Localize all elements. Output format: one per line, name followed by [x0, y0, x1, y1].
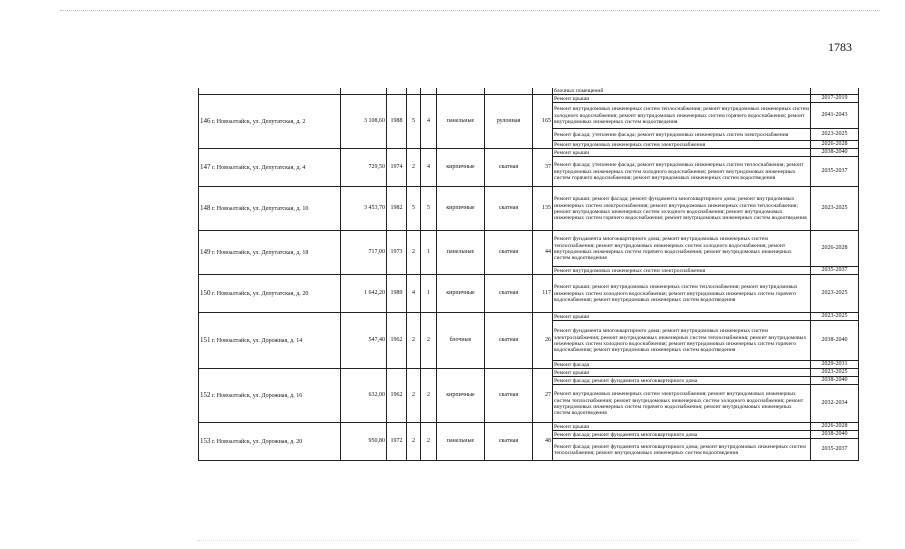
- address-text: г. Новоалтайск, ул. Дорожная, д. 14: [212, 337, 303, 344]
- work-cell: Ремонт фундамента многоквартирного дома; ремонт внутридомовых инженерных систем теплоснабжения; ремонт внутридомовых инженерных систем холодного водоснабжения; ремонт внутридомовых инженерных систем горячего водоснабжения; ремонт внутридомовых инженерных систем водоотведения: [553, 231, 811, 267]
- period-cell: 2023-2025: [811, 129, 859, 141]
- apartments-cell: 165: [533, 95, 553, 149]
- table-row: [199, 231, 859, 267]
- year-built-cell: 1989: [387, 275, 407, 313]
- floors-cell: 2: [407, 313, 421, 369]
- wall-material-cell: панельные: [437, 423, 485, 461]
- floors-cell: 5: [407, 95, 421, 149]
- period-cell: 2023-2025: [811, 369, 859, 377]
- address-text: г. Новоалтайск, ул. Депутатская, д. 2: [212, 118, 306, 125]
- apartments-cell: 37: [533, 149, 553, 187]
- area-cell: 729,50: [341, 149, 387, 187]
- address-cell: [199, 369, 341, 423]
- wall-material-cell: кирпичные: [437, 275, 485, 313]
- roof-type-cell: скатная: [485, 187, 533, 231]
- row-number: 148: [200, 203, 211, 212]
- year-built-cell: 1972: [387, 423, 407, 461]
- address-cell: [199, 149, 341, 187]
- work-cell: Ремонт крыши: [553, 423, 811, 431]
- work-cell: Ремонт крыши; ремонт фасада; ремонт фундамента многоквартирного дома; ремонт внутридомовых инженерных систем электроснабжения; ремонт внутридомовых инженерных систем теплоснабжения; ремонт внутридомовых инженерных систем холодного водоснабжения; ремонт внутридомовых инженерных систем горячего водоснабжения; ремонт внутридомовых инженерных систем водоотведения: [553, 187, 811, 231]
- wall-material-cell: кирпичные: [437, 149, 485, 187]
- area-cell: 1 642,20: [341, 275, 387, 313]
- work-cell: Ремонт крыши: [553, 313, 811, 321]
- apartments-cell: 48: [533, 423, 553, 461]
- address-text: г. Новоалтайск, ул. Депутатская, д. 20: [212, 290, 309, 297]
- address-cell: [199, 423, 341, 461]
- housing-repair-table: [198, 88, 859, 461]
- work-cell: Ремонт внутридомовых инженерных систем электроснабжения: [553, 141, 811, 149]
- row-number: 152: [200, 390, 211, 399]
- address-text: г. Новоалтайск, ул. Дорожная, д. 16: [212, 392, 303, 399]
- address-cell: [199, 187, 341, 231]
- area-cell: 950,80: [341, 423, 387, 461]
- period-cell: 2041-2043: [811, 103, 859, 129]
- period-cell: 2026-2028: [811, 231, 859, 267]
- row-number: 146: [200, 116, 211, 125]
- floors-cell: 2: [407, 149, 421, 187]
- entrances-cell: 1: [421, 231, 437, 275]
- table-row: [199, 313, 859, 321]
- row-number: 150: [200, 288, 211, 297]
- floors-cell: 4: [407, 275, 421, 313]
- floors-cell: 2: [407, 369, 421, 423]
- wall-material-cell: кирпичные: [437, 369, 485, 423]
- entrances-cell: 4: [421, 95, 437, 149]
- entrances-cell: 4: [421, 149, 437, 187]
- year-built-cell: 1962: [387, 369, 407, 423]
- floors-cell: 2: [407, 423, 421, 461]
- roof-type-cell: скатная: [485, 231, 533, 275]
- year-built-cell: 1962: [387, 313, 407, 369]
- work-cell: Ремонт крыши: [553, 369, 811, 377]
- work-cell: Ремонт фасада; ремонт фундамента многоквартирного дома: [553, 377, 811, 385]
- period-cell: 2038-2040: [811, 321, 859, 361]
- period-cell: 2026-2028: [811, 141, 859, 149]
- work-cell: Ремонт внутридомовых инженерных систем электроснабжения; ремонт внутридомовых инженерных систем теплоснабжения; ремонт внутридомовых инженерных систем холодного водоснабжения; ремонт внутридомовых инженерных систем горячего водоснабжения; ремонт внутридомовых инженерных систем водоотведения: [553, 385, 811, 423]
- apartments-cell: 117: [533, 275, 553, 313]
- area-cell: 3 453,70: [341, 187, 387, 231]
- entrances-cell: 2: [421, 313, 437, 369]
- scan-bottom-line: [198, 540, 858, 541]
- work-cell: Ремонт крыши; ремонт внутридомовых инженерных систем теплоснабжения; ремонт внутридомовых инженерных систем холодного водоснабжения; ремонт внутридомовых инженерных систем горячего водоснабжения; ремонт внутридомовых инженерных систем водоотведения: [553, 275, 811, 313]
- apartments-cell: 44: [533, 231, 553, 275]
- carry-over-row: [199, 88, 859, 95]
- row-number: 147: [200, 162, 211, 171]
- apartments-cell: 135: [533, 187, 553, 231]
- work-cell: Ремонт фундамента многоквартирного дома; ремонт внутридомовых инженерных систем электроснабжения; ремонт внутридомовых инженерных систем теплоснабжения; ремонт внутридомовых инженерных систем холодного водоснабжения; ремонт внутридомовых инженерных систем горячего водоснабжения; ремонт внутридомовых инженерных систем водоотведения: [553, 321, 811, 361]
- area-cell: 547,40: [341, 313, 387, 369]
- wall-material-cell: панельные: [437, 95, 485, 149]
- scan-edge-line: [60, 10, 880, 11]
- address-text: г. Новоалтайск, ул. Депутатская, д. 4: [212, 164, 306, 171]
- floors-cell: 5: [407, 187, 421, 231]
- area-cell: 3 108,60: [341, 95, 387, 149]
- period-cell: 2035-2037: [811, 157, 859, 187]
- work-cell: Ремонт крыши: [553, 95, 811, 103]
- wall-material-cell: кирпичные: [437, 187, 485, 231]
- row-number: 151: [200, 335, 211, 344]
- apartments-cell: 26: [533, 313, 553, 369]
- roof-type-cell: скатная: [485, 149, 533, 187]
- work-cell: Ремонт фасада; утепление фасада; ремонт внутридомовых инженерных систем электроснабжения: [553, 129, 811, 141]
- entrances-cell: 5: [421, 187, 437, 231]
- roof-type-cell: рулонная: [485, 95, 533, 149]
- work-cell: Ремонт внутридомовых инженерных систем электроснабжения: [553, 267, 811, 275]
- work-cell: Ремонт фасада: [553, 361, 811, 369]
- year-built-cell: 1988: [387, 95, 407, 149]
- area-cell: 717,00: [341, 231, 387, 275]
- wall-material-cell: блочные: [437, 313, 485, 369]
- year-built-cell: 1982: [387, 187, 407, 231]
- address-text: г. Новоалтайск, ул. Дорожная, д. 20: [212, 438, 303, 445]
- period-cell: 2038-2040: [811, 149, 859, 157]
- roof-type-cell: скатная: [485, 369, 533, 423]
- roof-type-cell: скатная: [485, 275, 533, 313]
- address-cell: [199, 231, 341, 275]
- work-cell: Ремонт фасада; ремонт фундамента многоквартирного дома: [553, 431, 811, 439]
- work-cell: Ремонт крыши: [553, 149, 811, 157]
- year-built-cell: 1974: [387, 149, 407, 187]
- period-cell: 2032-2034: [811, 385, 859, 423]
- period-cell: 2035-2037: [811, 267, 859, 275]
- row-number: 149: [200, 247, 211, 256]
- work-cell: Ремонт фасада; ремонт фундамента многоквартирного дома; ремонт внутридомовых инженерных систем теплоснабжения; ремонт внутридомовых инженерных систем водоотведения: [553, 439, 811, 461]
- table-row: [199, 423, 859, 431]
- page-number: 1783: [828, 40, 852, 54]
- table-row: [199, 275, 859, 313]
- address-cell: [199, 275, 341, 313]
- work-cell: Ремонт фасада; утепление фасада; ремонт внутридомовых инженерных систем теплоснабжения; ремонт внутридомовых инженерных систем холодного водоснабжения; ремонт внутридомовых инженерных систем горячего водоснабжения; ремонт внутридомовых инженерных систем водоотведения: [553, 157, 811, 187]
- table-row: [199, 149, 859, 157]
- entrances-cell: 2: [421, 423, 437, 461]
- floors-cell: 2: [407, 231, 421, 275]
- wall-material-cell: панельные: [437, 231, 485, 275]
- period-cell: 2023-2025: [811, 313, 859, 321]
- period-cell: 2029-2031: [811, 361, 859, 369]
- entrances-cell: 2: [421, 369, 437, 423]
- work-cell: Ремонт внутридомовых инженерных систем теплоснабжения; ремонт внутридомовых инженерных систем холодного водоснабжения; ремонт внутридомовых инженерных систем горячего водоснабжения; ремонт внутридомовых инженерных систем водоотведения: [553, 103, 811, 129]
- work-cell: блочных помещений: [553, 88, 811, 95]
- address-cell: [199, 95, 341, 149]
- period-cell: 2023-2025: [811, 275, 859, 313]
- area-cell: 632,00: [341, 369, 387, 423]
- period-cell: 2035-2037: [811, 439, 859, 461]
- period-cell: 2026-2028: [811, 423, 859, 431]
- apartments-cell: 27: [533, 369, 553, 423]
- address-text: г. Новоалтайск, ул. Депутатская, д. 18: [212, 249, 309, 256]
- period-cell: 2017-2019: [811, 95, 859, 103]
- year-built-cell: 1973: [387, 231, 407, 275]
- table-row: [199, 187, 859, 231]
- table-row: [199, 95, 859, 103]
- table-row: [199, 369, 859, 377]
- table-body: [199, 88, 859, 461]
- period-cell: 2038-2040: [811, 431, 859, 439]
- address-cell: [199, 313, 341, 369]
- roof-type-cell: скатная: [485, 423, 533, 461]
- row-number: 153: [200, 436, 211, 445]
- period-cell: 2038-2040: [811, 377, 859, 385]
- address-text: г. Новоалтайск, ул. Депутатская, д. 10: [212, 205, 309, 212]
- roof-type-cell: скатная: [485, 313, 533, 369]
- period-cell: 2023-2025: [811, 187, 859, 231]
- entrances-cell: 1: [421, 275, 437, 313]
